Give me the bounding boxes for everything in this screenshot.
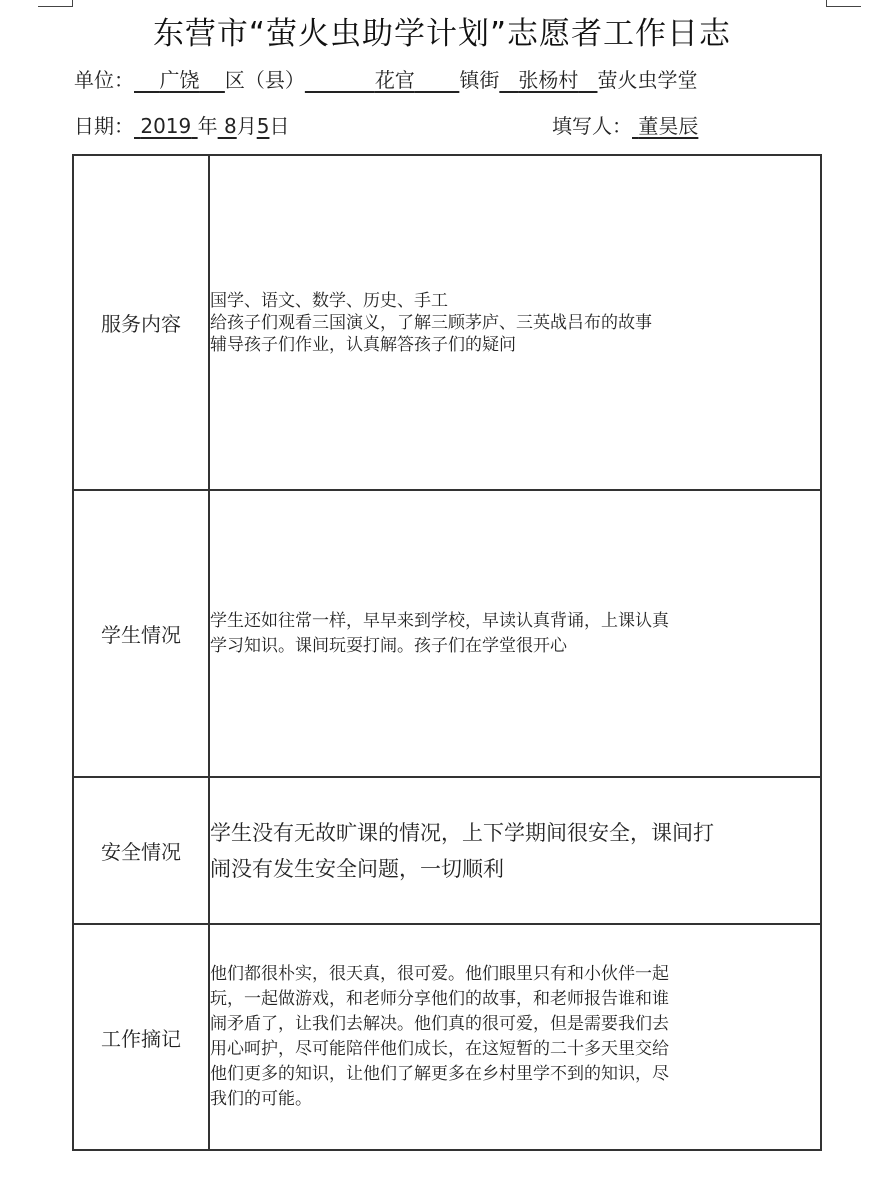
document-title: 东营市“萤火虫助学计划”志愿者工作日志 [152, 16, 732, 52]
month-label: 月 [236, 114, 257, 138]
content-line: 给孩子们观看三国演义，了解三顾茅庐、三英战吕布的故事 [210, 312, 652, 333]
month-value: 8 [223, 114, 237, 138]
content-line: 他们更多的知识，让他们了解更多在乡村里学不到的知识，尽 [210, 1064, 669, 1084]
content-line: 闹没有发生安全问题，一切顺利 [210, 856, 504, 881]
content-line: 玩，一起做游戏，和老师分享他们的故事，和老师报告谁和谁 [210, 989, 669, 1009]
district-label: 区（县） [224, 68, 305, 92]
safety-status-text [209, 777, 821, 924]
page-corner-mark-right [826, 0, 861, 7]
district-value: 广饶 [159, 68, 200, 92]
date-label: 日期： [74, 114, 134, 138]
town-value: 花官 [374, 68, 415, 92]
filler-value: 董昊辰 [638, 114, 699, 138]
content-line: 我们的可能。 [210, 1089, 312, 1109]
filler-line [552, 110, 698, 139]
row-label-safety-status: 安全情况 [73, 777, 209, 924]
student-status-text [209, 490, 821, 777]
day-label: 日 [269, 114, 290, 138]
table-row [73, 777, 821, 924]
content-line: 学生没有无故旷课的情况，上下学期间很安全，课间打 [210, 820, 714, 845]
year-label: 年 [197, 114, 218, 138]
table-row [73, 924, 821, 1150]
work-log-table [72, 154, 822, 1151]
filler-label: 填写人： [552, 114, 632, 138]
content-line: 辅导孩子们作业，认真解答孩子们的疑问 [210, 334, 516, 355]
content-line: 国学、语文、数学、历史、手工 [210, 290, 448, 311]
page-corner-mark-left [38, 0, 73, 7]
year-value: 2019 [140, 114, 192, 138]
content-line: 学习知识。课间玩耍打闹。孩子们在学堂很开心 [210, 635, 567, 656]
table-row [73, 155, 821, 490]
row-label-student-status: 学生情况 [73, 490, 209, 777]
unit-label: 单位： [74, 68, 134, 92]
content-line: 闹矛盾了，让我们去解决。他们真的很可爱，但是需要我们去 [210, 1014, 669, 1034]
row-label-service-content: 服务内容 [73, 155, 209, 490]
work-notes-text [209, 924, 821, 1150]
content-line: 学生还如往常一样，早早来到学校，早读认真背诵，上课认真 [210, 610, 669, 631]
school-label: 萤火虫学堂 [597, 68, 698, 92]
date-line [74, 110, 289, 139]
row-label-work-notes: 工作摘记 [73, 924, 209, 1150]
content-line: 用心呵护，尽可能陪伴他们成长，在这短暂的二十多天里交给 [210, 1039, 669, 1059]
content-line: 他们都很朴实，很天真，很可爱。他们眼里只有和小伙伴一起 [210, 964, 669, 984]
village-value: 张杨村 [518, 68, 579, 92]
town-label: 镇街 [459, 68, 500, 92]
unit-line [74, 64, 697, 93]
day-value: 5 [256, 114, 270, 138]
table-row [73, 490, 821, 777]
service-content-text [209, 155, 821, 490]
